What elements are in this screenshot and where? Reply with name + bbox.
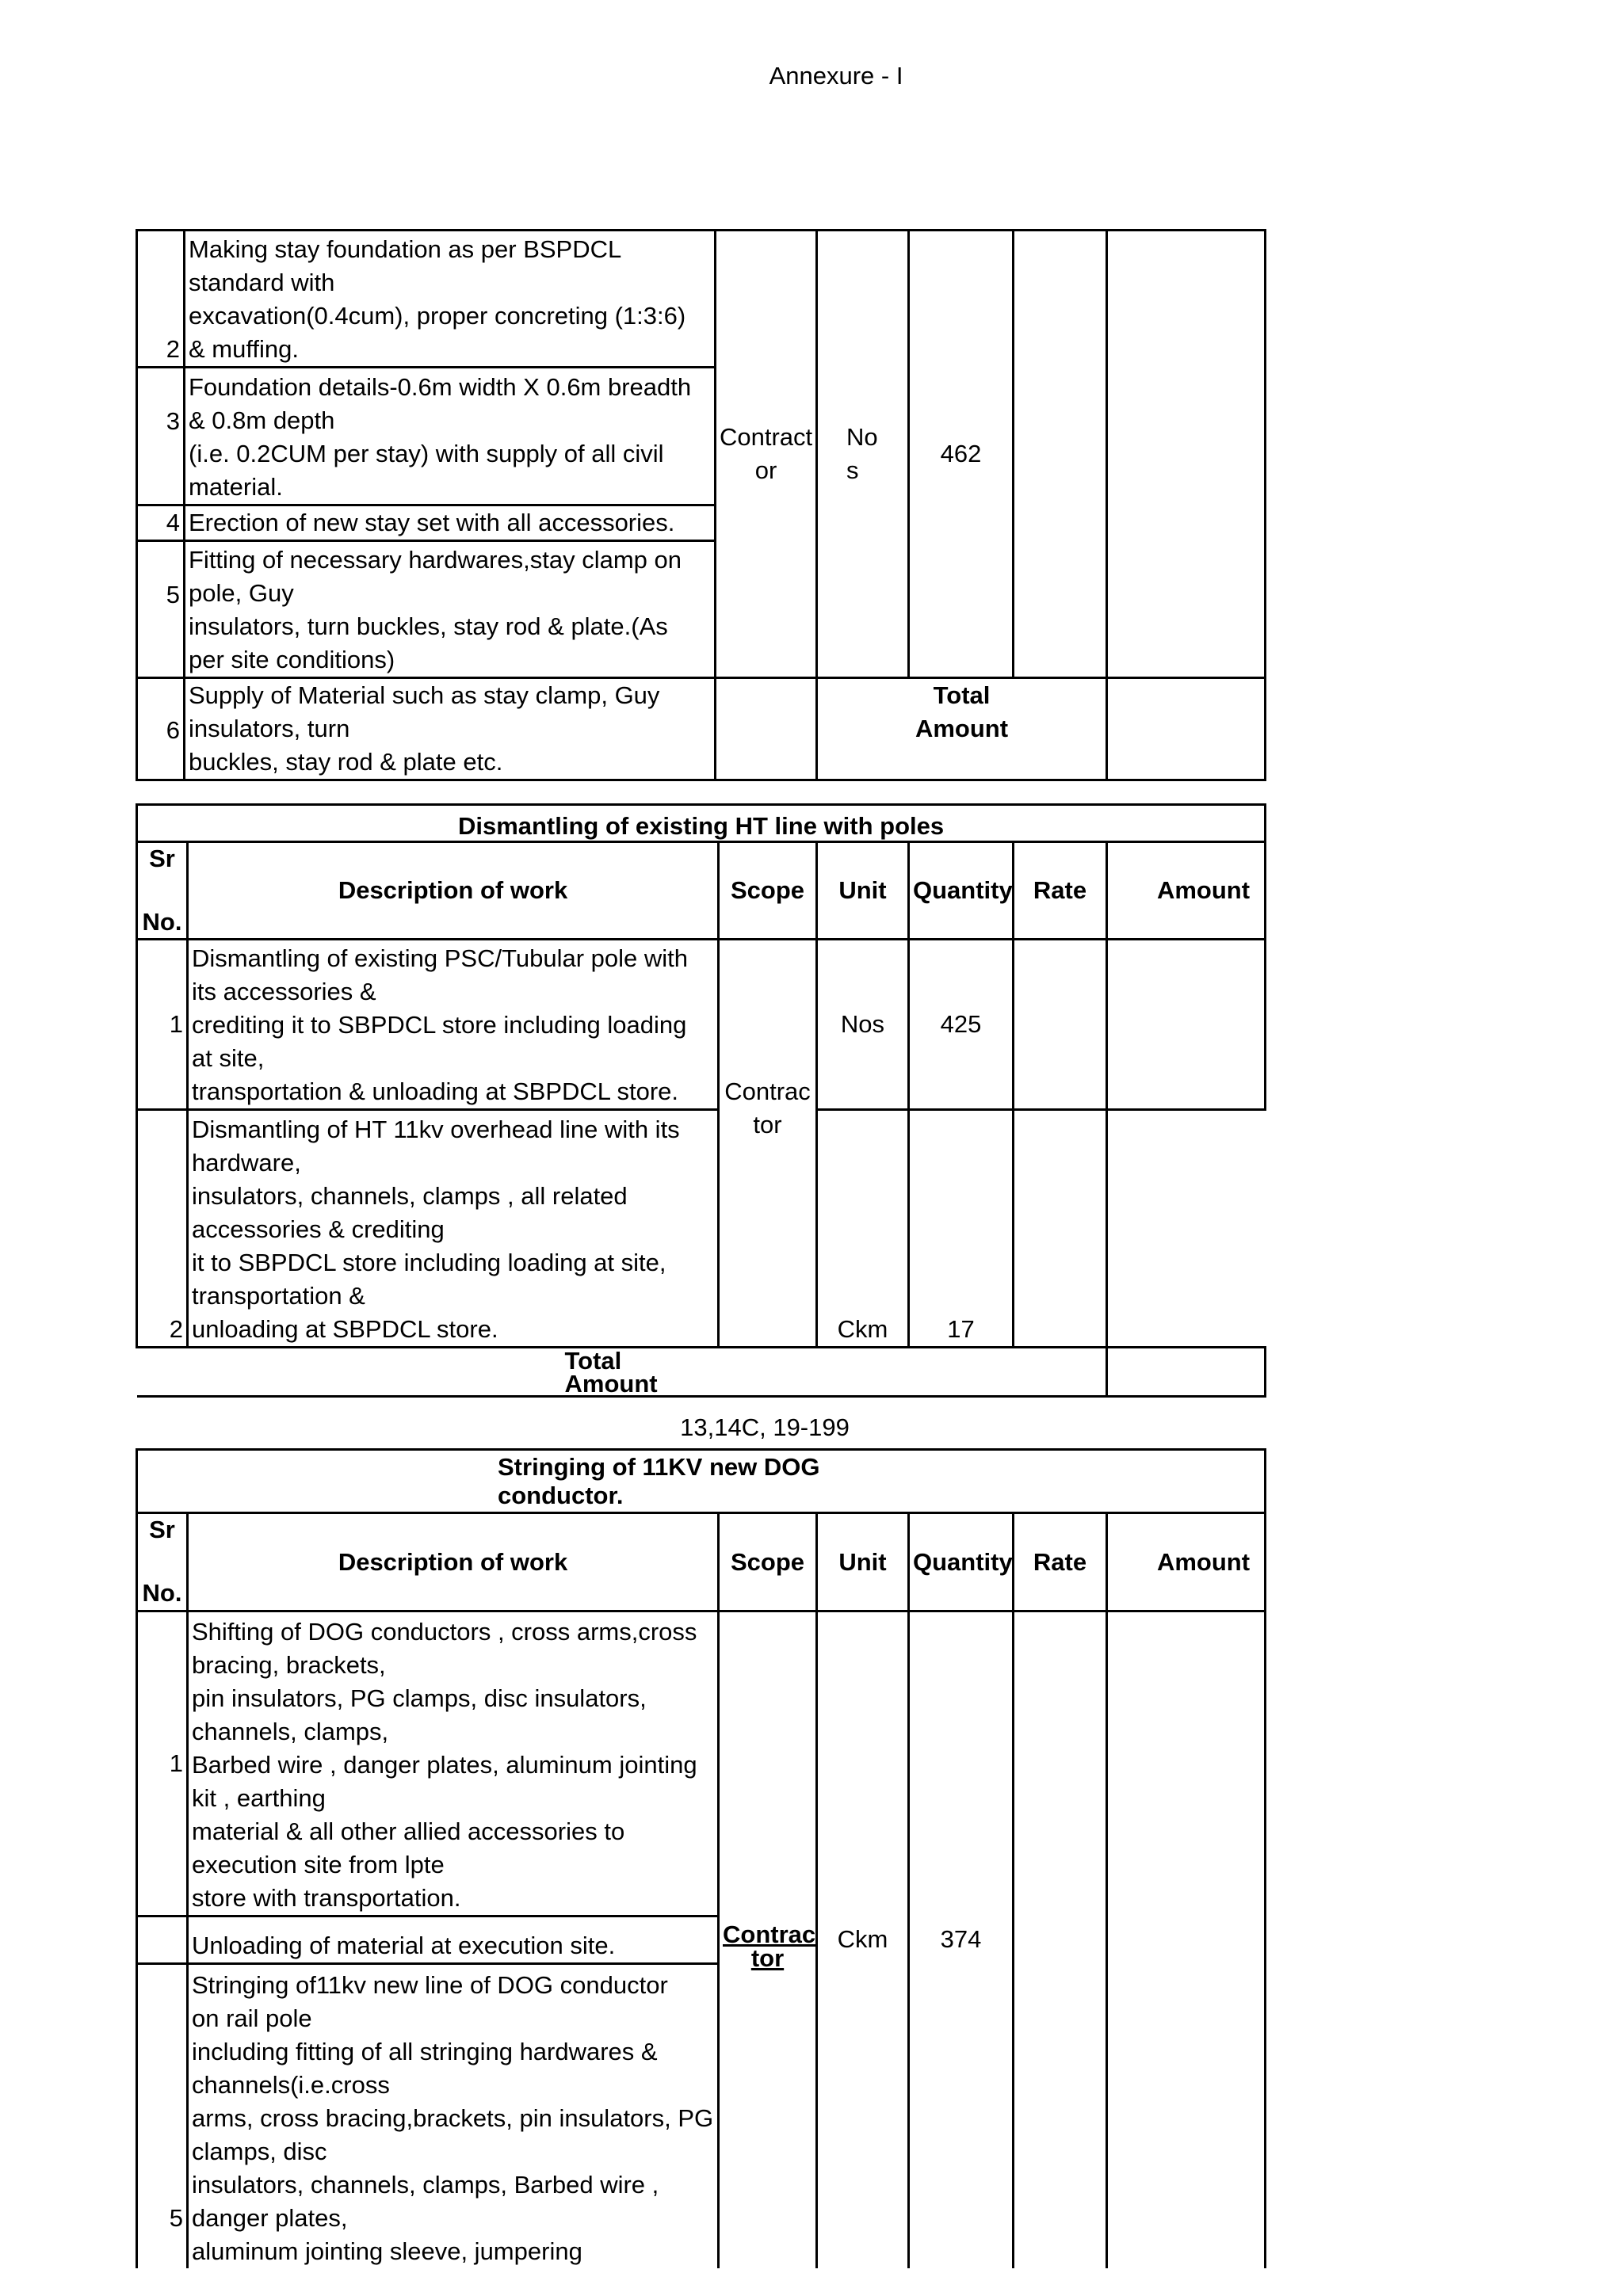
header-rate: Rate bbox=[1014, 842, 1107, 940]
row-sr bbox=[137, 1917, 188, 1964]
row-description: Unloading of material at execution site. bbox=[188, 1917, 719, 1964]
header-scope: Scope bbox=[719, 842, 817, 940]
row-sr: 4 bbox=[137, 505, 185, 541]
header-sr: Sr No. bbox=[137, 842, 188, 940]
header-amount: Amount bbox=[1107, 1513, 1266, 1611]
scope-cell: Contrac tor bbox=[719, 940, 817, 1348]
row-sr: 2 bbox=[137, 1110, 188, 1348]
row-sr: 2 bbox=[137, 231, 185, 368]
row-description: Dismantling of existing PSC/Tubular pole with its accessories & crediting it to SBPDCL store including loading at site, transportation & unloading at SBPDCL store. bbox=[188, 940, 719, 1110]
quantity-cell: 374 bbox=[909, 1611, 1014, 2268]
reference-code: 13,14C, 19-199 bbox=[680, 1413, 850, 1441]
total-amount-label: Total Amount bbox=[817, 678, 1107, 780]
rate-cell bbox=[1014, 940, 1107, 1110]
row-sr: 6 bbox=[137, 678, 185, 780]
row-description: Erection of new stay set with all accessories. bbox=[185, 505, 716, 541]
amount-cell bbox=[1107, 1611, 1266, 2268]
row-sr: 5 bbox=[137, 1964, 188, 2268]
header-quantity: Quantity bbox=[909, 842, 1014, 940]
quantity-cell: 17 bbox=[909, 1110, 1014, 1348]
unit-cell: Ckm bbox=[817, 1611, 909, 2268]
row-description: Fitting of necessary hardwares,stay clamp on pole, Guy insulators, turn buckles, stay rod & plate.(As per site conditions) bbox=[185, 541, 716, 678]
header-description: Description of work bbox=[188, 842, 719, 940]
row-description: Supply of Material such as stay clamp, Guy insulators, turn buckles, stay rod & plate etc. bbox=[185, 678, 716, 780]
annexure-label: Annexure - I bbox=[769, 62, 903, 90]
row-sr: 3 bbox=[137, 368, 185, 505]
stay-work-table bbox=[136, 229, 1266, 781]
scope-cell bbox=[716, 678, 817, 780]
header-quantity: Quantity bbox=[909, 1513, 1014, 1611]
unit-cell: No s bbox=[817, 231, 909, 678]
total-amount-label: Total Amount bbox=[137, 1348, 1107, 1397]
rate-cell bbox=[1014, 231, 1107, 678]
section-title: Stringing of 11KV new DOG conductor. bbox=[137, 1450, 1266, 1513]
row-description: Foundation details-0.6m width X 0.6m breadth & 0.8m depth (i.e. 0.2CUM per stay) with supply of all civil material. bbox=[185, 368, 716, 505]
total-amount-value bbox=[1107, 1348, 1266, 1397]
row-sr: 1 bbox=[137, 1611, 188, 1917]
stringing-table bbox=[136, 1448, 1266, 2268]
scope-cell-wrap bbox=[719, 1611, 817, 2268]
scope-cell: Contrac tor bbox=[723, 1920, 816, 1972]
section-title: Dismantling of existing HT line with poles bbox=[137, 805, 1266, 842]
row-description: Dismantling of HT 11kv overhead line with its hardware, insulators, channels, clamps , all related accessories & crediting it to SBPDCL store including loading at site, transportation & unloading at SBPDCL store. bbox=[188, 1110, 719, 1348]
header-description: Description of work bbox=[188, 1513, 719, 1611]
unit-cell: Nos bbox=[817, 940, 909, 1110]
scope-cell: Contract or bbox=[716, 231, 817, 678]
dismantling-table bbox=[136, 803, 1266, 1398]
header-sr: Sr No. bbox=[137, 1513, 188, 1611]
header-unit: Unit bbox=[817, 1513, 909, 1611]
amount-cell bbox=[1107, 1110, 1266, 1348]
rate-cell bbox=[1014, 1611, 1107, 2268]
unit-cell: Ckm bbox=[817, 1110, 909, 1348]
quantity-cell: 425 bbox=[909, 940, 1014, 1110]
row-description: Making stay foundation as per BSPDCL standard with excavation(0.4cum), proper concreting (1:3:6) & muffing. bbox=[185, 231, 716, 368]
row-description: Stringing of11kv new line of DOG conductor on rail pole including fitting of all stringing hardwares & channels(i.e.cross arms, cross bracing,brackets, pin insulators, PG clamps, disc insulators, channels, clamps, Barbed wire , danger plates, aluminum jointing sleeve, jumpering bbox=[188, 1964, 719, 2268]
header-amount: Amount bbox=[1107, 842, 1266, 940]
row-description: Shifting of DOG conductors , cross arms,cross bracing, brackets, pin insulators, PG clamps, disc insulators, channels, clamps, Barbed wire , danger plates, aluminum jointing kit , earthing material & all other allied accessories to execution site from lpte store with transportation. bbox=[188, 1611, 719, 1917]
quantity-cell: 462 bbox=[909, 231, 1014, 678]
row-sr: 5 bbox=[137, 541, 185, 678]
header-scope: Scope bbox=[719, 1513, 817, 1611]
rate-cell bbox=[1014, 1110, 1107, 1348]
amount-cell bbox=[1107, 940, 1266, 1110]
header-rate: Rate bbox=[1014, 1513, 1107, 1611]
total-amount-value bbox=[1107, 678, 1266, 780]
amount-cell bbox=[1107, 231, 1266, 678]
header-unit: Unit bbox=[817, 842, 909, 940]
row-sr: 1 bbox=[137, 940, 188, 1110]
